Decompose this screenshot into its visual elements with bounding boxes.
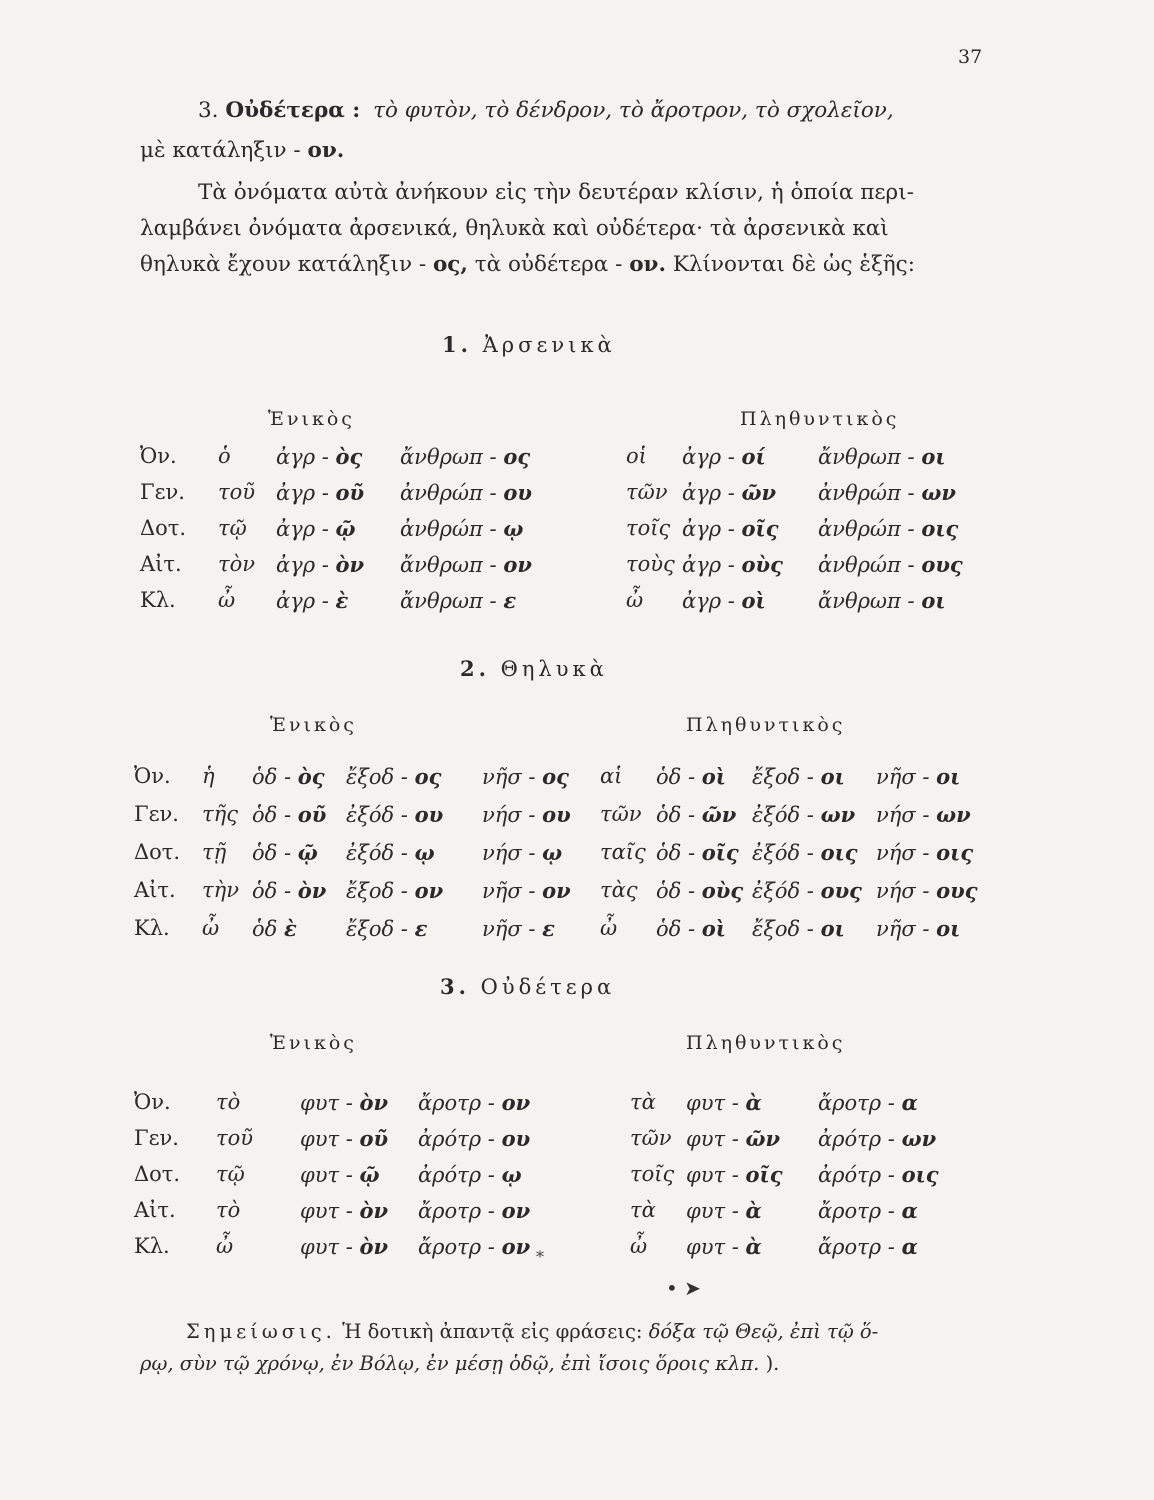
singular-form-1	[276, 444, 362, 469]
paragraph-line-1: Τὰ ὀνόματα αὐτὰ ἀνήκουν εἰς τὴν δευτέραν κλίσιν, ἡ ὁποία περι-	[198, 180, 914, 205]
ending: ους	[921, 552, 963, 577]
ending: οι	[820, 764, 845, 789]
intro-line-1	[198, 98, 894, 123]
ending: οῖς	[701, 840, 739, 865]
singular-form-2	[418, 1234, 530, 1259]
ending: οὶ	[701, 916, 726, 941]
case-label: Αἰτ.	[134, 878, 176, 902]
ending: ε	[414, 916, 428, 941]
intro-ending: ον.	[307, 138, 345, 163]
singular-article: ὦ	[218, 588, 236, 612]
ending: οις	[901, 1162, 939, 1187]
stem: νῆσ -	[482, 879, 536, 903]
plural-form-2	[752, 840, 858, 865]
singular-form-2	[418, 1162, 522, 1187]
plural-article: τοῖς	[630, 1162, 675, 1186]
plural-article: ὦ	[626, 588, 644, 612]
stem: φυτ -	[300, 1091, 353, 1115]
ending: ὰ	[745, 1090, 762, 1115]
ending: ου	[501, 1126, 531, 1151]
case-label: Αἰτ.	[140, 552, 182, 576]
singular-form-1	[300, 1234, 388, 1259]
ending: οι	[936, 764, 961, 789]
singular-form-2	[400, 480, 532, 505]
ending: ὸς	[335, 444, 363, 469]
singular-form-1	[252, 764, 325, 789]
p-text: θηλυκὰ ἔχουν κατάληξιν -	[140, 252, 427, 277]
plural-form-3	[876, 764, 960, 789]
stem: ὁδ -	[656, 803, 696, 827]
ending: α	[901, 1090, 918, 1115]
singular-form-1	[252, 802, 326, 827]
stem: νήσ -	[876, 803, 930, 827]
stem: ἀγρ -	[682, 481, 735, 505]
stem: ἀνθρώπ -	[818, 481, 915, 505]
section-number: 2.	[460, 656, 490, 681]
stem: ἔξοδ -	[752, 917, 814, 941]
stem: ἀνθρώπ -	[818, 517, 915, 541]
intro-num: 3.	[198, 98, 219, 123]
case-label: Ὀν.	[140, 444, 177, 468]
ending: ον	[501, 1090, 531, 1115]
ending: ου	[542, 802, 571, 827]
plural-article: οἱ	[626, 444, 647, 468]
ending: ὸν	[359, 1090, 389, 1115]
section-number: 1.	[442, 332, 472, 357]
section-title: Οὐδέτερα	[480, 975, 616, 999]
stem: ἄροτρ -	[818, 1199, 895, 1223]
plural-article: ὦ	[600, 916, 618, 940]
ending: ου	[503, 480, 532, 505]
ending: οῦ	[335, 480, 365, 505]
singular-form-3	[482, 764, 569, 789]
singular-article: ὁ	[218, 444, 231, 468]
plural-form-1	[656, 802, 736, 827]
stem: νῆσ -	[876, 765, 930, 789]
plural-article: ὦ	[630, 1234, 648, 1258]
ending: ῳ	[501, 1162, 522, 1187]
note-label: Σημείωσις.	[186, 1320, 336, 1343]
stem: ἄνθρωπ -	[400, 445, 497, 469]
singular-form-2	[400, 588, 516, 613]
singular-form-3	[482, 878, 571, 903]
plural-article: τοὺς	[626, 552, 675, 576]
plural-article: ταῖς	[600, 840, 646, 864]
plural-header: Πληθυντικὸς	[740, 408, 900, 430]
stem: ἔξοδ -	[346, 917, 408, 941]
ending: ου	[414, 802, 444, 827]
stem: ἔξοδ -	[752, 765, 814, 789]
stem: ἄνθρωπ -	[818, 445, 915, 469]
ending: ων	[936, 802, 971, 827]
section-title: Θηλυκὰ	[500, 657, 608, 681]
ending: ὸς	[297, 764, 325, 789]
stem: ἄροτρ -	[818, 1091, 895, 1115]
intro-ending-label: μὲ κατάληξιν -	[140, 138, 301, 163]
ending: α	[901, 1234, 918, 1259]
stem: ἀγρ -	[276, 445, 329, 469]
singular-form-2	[418, 1126, 530, 1151]
singular-form-2	[346, 916, 427, 941]
stem: νήσ -	[876, 879, 930, 903]
stem: ἀρότρ -	[418, 1127, 495, 1151]
ending: ῶν	[701, 802, 737, 827]
plural-form-1	[682, 588, 766, 613]
singular-article: τῷ	[216, 1162, 245, 1186]
stem: φυτ -	[300, 1127, 353, 1151]
stem: ὁδ -	[252, 803, 292, 827]
ending: οις	[936, 840, 974, 865]
singular-article: τὸ	[216, 1090, 241, 1114]
stem: ἀνθρώπ -	[400, 481, 497, 505]
ending: ῷ	[359, 1162, 380, 1187]
stem: ἀγρ -	[276, 517, 329, 541]
plural-form-2	[818, 1234, 918, 1259]
ending: ος	[542, 764, 569, 789]
stem: ἔξοδ -	[346, 765, 408, 789]
plural-form-2	[818, 552, 963, 577]
stem: ἄνθρωπ -	[818, 589, 915, 613]
singular-form-3	[482, 802, 571, 827]
stem: ὁδ -	[656, 841, 696, 865]
p-text: τὰ οὐδέτερα -	[474, 252, 623, 277]
plural-form-2	[818, 1162, 939, 1187]
singular-article: τῆς	[202, 802, 238, 826]
ending: οι	[936, 916, 961, 941]
note-text: Ἡ δοτικὴ ἀπαντᾷ εἰς φράσεις:	[342, 1320, 643, 1343]
singular-form-1	[276, 516, 356, 541]
singular-form-1	[252, 840, 318, 865]
case-label: Γεν.	[134, 802, 179, 826]
ending: ὸν	[359, 1198, 389, 1223]
singular-form-1	[276, 552, 364, 577]
stem: ἔξοδ -	[346, 879, 408, 903]
singular-article: ἡ	[202, 764, 215, 788]
stem: φυτ -	[686, 1235, 739, 1259]
singular-form-1	[300, 1162, 380, 1187]
note-line-2	[140, 1352, 779, 1375]
plural-form-1	[686, 1234, 762, 1259]
case-label: Αἰτ.	[134, 1198, 176, 1222]
case-label: Κλ.	[140, 588, 176, 612]
stem: νήσ -	[876, 841, 930, 865]
stem: ὁδ	[252, 917, 278, 941]
plural-form-3	[876, 802, 971, 827]
singular-form-3	[482, 840, 562, 865]
stem: ἄνθρωπ -	[400, 553, 497, 577]
stem: φυτ -	[300, 1235, 353, 1259]
singular-form-2	[400, 516, 523, 541]
stem: ἀρότρ -	[418, 1163, 495, 1187]
singular-article: τὸ	[216, 1198, 241, 1222]
plural-article: τὰ	[630, 1090, 656, 1114]
ending: ε	[542, 916, 555, 941]
ending: ῳ	[542, 840, 563, 865]
stem: φυτ -	[300, 1199, 353, 1223]
stem: νήσ -	[482, 803, 536, 827]
section-1-heading	[442, 332, 616, 357]
stem: ὁδ -	[252, 841, 292, 865]
singular-article: τοῦ	[216, 1126, 254, 1150]
stem: φυτ -	[300, 1163, 353, 1187]
note-examples: ρῳ, σὺν τῷ χρόνῳ, ἐν Βόλῳ, ἐν μέσῃ ὁδῷ, ἐπὶ ἴσοις ὅροις κλπ.	[140, 1352, 760, 1375]
note-line-1	[186, 1320, 878, 1343]
stem: νήσ -	[482, 841, 536, 865]
plural-header: Πληθυντικὸς	[686, 714, 846, 736]
ending: ὸν	[359, 1234, 389, 1259]
ending: ῶν	[745, 1126, 781, 1151]
singular-form-1	[276, 588, 348, 613]
ending: ῳ	[414, 840, 435, 865]
singular-form-1	[252, 916, 297, 941]
singular-form-1	[300, 1090, 388, 1115]
stem: φυτ -	[686, 1091, 739, 1115]
plural-form-2	[752, 764, 845, 789]
singular-article: ὦ	[202, 916, 220, 940]
singular-article: τῷ	[218, 516, 247, 540]
plural-article: τῶν	[630, 1126, 672, 1150]
ending: οῦ	[297, 802, 327, 827]
intro-examples: τὸ φυτὸν, τὸ δένδρον, τὸ ἄροτρον, τὸ σχολεῖον,	[373, 98, 894, 123]
ending: ῳ	[503, 516, 524, 541]
singular-form-1	[252, 878, 326, 903]
stem: ὁδ -	[656, 879, 696, 903]
ink-mark: • ➤	[666, 1276, 701, 1300]
singular-form-1	[276, 480, 364, 505]
ending: οί	[741, 444, 766, 469]
ending: οὶ	[741, 588, 766, 613]
stem: ἀγρ -	[682, 589, 735, 613]
page-number: 37	[958, 46, 983, 68]
stem: ἀγρ -	[276, 589, 329, 613]
case-label: Ὀν.	[134, 1090, 171, 1114]
ending: ὰ	[745, 1198, 762, 1223]
singular-form-1	[300, 1126, 388, 1151]
plural-form-1	[682, 552, 783, 577]
singular-form-2	[400, 444, 530, 469]
plural-form-1	[656, 916, 726, 941]
stem: ἄροτρ -	[418, 1091, 495, 1115]
stem: νῆσ -	[482, 917, 536, 941]
plural-form-2	[818, 1198, 918, 1223]
p-ending: ος,	[432, 252, 468, 277]
paragraph-line-3	[140, 252, 915, 277]
stem: ἄροτρ -	[418, 1235, 495, 1259]
stem: ἀρότρ -	[818, 1163, 895, 1187]
plural-form-1	[656, 840, 739, 865]
stem: ἄροτρ -	[418, 1199, 495, 1223]
p-text: Κλίνονται δὲ ὡς ἑξῆς:	[672, 252, 915, 277]
plural-form-1	[686, 1198, 762, 1223]
ending: οι	[921, 588, 946, 613]
case-label: Ὀν.	[134, 764, 171, 788]
singular-article: τὸν	[218, 552, 256, 576]
stem: ὁδ -	[252, 879, 292, 903]
stem: ἀγρ -	[682, 517, 735, 541]
singular-form-2	[400, 552, 532, 577]
ending: ὰ	[745, 1234, 762, 1259]
stem: ἐξόδ -	[752, 879, 814, 903]
ending: ων	[901, 1126, 937, 1151]
ending: ον	[501, 1198, 531, 1223]
singular-article: τοῦ	[218, 480, 256, 504]
plural-form-2	[818, 1090, 918, 1115]
section-2-heading	[460, 656, 608, 681]
ending: οὶ	[701, 764, 726, 789]
ending: ον	[542, 878, 571, 903]
singular-article: τῇ	[202, 840, 227, 864]
singular-form-2	[346, 840, 435, 865]
ending: οις	[921, 516, 959, 541]
stem: νῆσ -	[876, 917, 930, 941]
singular-form-2	[346, 802, 443, 827]
stem: ἀγρ -	[682, 445, 735, 469]
ending: ε	[503, 588, 517, 613]
ending: οις	[820, 840, 858, 865]
stem: ὁδ -	[656, 917, 696, 941]
plural-form-1	[682, 480, 776, 505]
singular-header: Ἑνικὸς	[270, 1032, 357, 1054]
stem: ἀγρ -	[682, 553, 735, 577]
stem: ἀγρ -	[276, 553, 329, 577]
case-label: Γεν.	[134, 1126, 179, 1150]
stem: ὁδ -	[252, 765, 292, 789]
ending: ὲ	[283, 916, 297, 941]
plural-form-1	[686, 1090, 762, 1115]
plural-article: τοῖς	[626, 516, 671, 540]
paragraph-line-2: λαμβάνει ὀνόματα ἀρσενικά, θηλυκὰ καὶ οὐδέτερα· τὰ ἀρσενικὰ καὶ	[140, 216, 889, 241]
ending: οῖς	[741, 516, 779, 541]
plural-form-1	[682, 444, 766, 469]
stem: φυτ -	[686, 1199, 739, 1223]
stem: ἐξόδ -	[346, 841, 408, 865]
intro-heading: Οὐδέτερα :	[225, 98, 361, 123]
plural-form-2	[818, 588, 946, 613]
stem: ἄνθρωπ -	[400, 589, 497, 613]
plural-form-1	[682, 516, 779, 541]
stem: ἀρότρ -	[818, 1127, 895, 1151]
ink-mark: ⁎	[536, 1242, 544, 1261]
ending: ὲ	[335, 588, 349, 613]
plural-article: τῶν	[626, 480, 668, 504]
plural-form-2	[752, 878, 862, 903]
stem: ὁδ -	[656, 765, 696, 789]
singular-form-1	[300, 1198, 388, 1223]
intro-line-2	[140, 138, 344, 163]
plural-article: τῶν	[600, 802, 642, 826]
plural-header: Πληθυντικὸς	[686, 1032, 846, 1054]
stem: φυτ -	[686, 1163, 739, 1187]
stem: ἐξόδ -	[752, 803, 814, 827]
ending: ος	[414, 764, 442, 789]
ending: οι	[921, 444, 946, 469]
plural-form-2	[752, 916, 845, 941]
plural-form-2	[752, 802, 855, 827]
plural-form-1	[686, 1162, 783, 1187]
singular-article: τὴν	[202, 878, 239, 902]
ending: ους	[820, 878, 862, 903]
ending: ους	[936, 878, 978, 903]
plural-form-1	[656, 878, 743, 903]
section-title: Ἀρσενικὰ	[482, 333, 616, 357]
ending: α	[901, 1198, 918, 1223]
stem: ἀνθρώπ -	[400, 517, 497, 541]
plural-form-1	[656, 764, 726, 789]
case-label: Δοτ.	[140, 516, 187, 540]
stem: ἐξόδ -	[752, 841, 814, 865]
case-label: Κλ.	[134, 916, 170, 940]
ending: ος	[503, 444, 531, 469]
stem: νῆσ -	[482, 765, 536, 789]
plural-form-1	[686, 1126, 780, 1151]
case-label: Δοτ.	[134, 1162, 181, 1186]
ending: οι	[820, 916, 845, 941]
plural-form-2	[818, 516, 958, 541]
ending: οὺς	[741, 552, 783, 577]
singular-article: ὦ	[216, 1234, 234, 1258]
stem: ἄροτρ -	[818, 1235, 895, 1259]
stem: ἐξόδ -	[346, 803, 408, 827]
p-ending: ον.	[629, 252, 666, 277]
ending: ον	[503, 552, 532, 577]
singular-form-2	[346, 764, 441, 789]
ending: ῷ	[297, 840, 318, 865]
ending: ων	[820, 802, 856, 827]
plural-article: τὰ	[630, 1198, 656, 1222]
note-examples: δόξα τῷ Θεῷ, ἐπὶ τῷ ὅ-	[648, 1320, 879, 1343]
case-label: Κλ.	[134, 1234, 170, 1258]
section-number: 3.	[440, 974, 470, 999]
ending: οῖς	[745, 1162, 783, 1187]
ending: ον	[501, 1234, 531, 1259]
plural-form-3	[876, 878, 978, 903]
plural-article: αἱ	[600, 764, 623, 788]
ending: ὸν	[297, 878, 327, 903]
ending: οῦ	[359, 1126, 389, 1151]
ending: ον	[414, 878, 444, 903]
stem: φυτ -	[686, 1127, 739, 1151]
ending: ων	[921, 480, 956, 505]
singular-form-3	[482, 916, 555, 941]
plural-form-3	[876, 840, 973, 865]
ending: ὸν	[335, 552, 365, 577]
singular-form-2	[346, 878, 443, 903]
stem: ἀγρ -	[276, 481, 329, 505]
note-text: ).	[765, 1352, 780, 1375]
stem: ἀνθρώπ -	[818, 553, 915, 577]
plural-form-3	[876, 916, 960, 941]
singular-form-2	[418, 1198, 530, 1223]
singular-header: Ἑνικὸς	[268, 408, 355, 430]
ending: ῷ	[335, 516, 356, 541]
plural-form-2	[818, 1126, 936, 1151]
ending: ῶν	[741, 480, 777, 505]
ending: οὺς	[701, 878, 744, 903]
section-3-heading	[440, 974, 615, 999]
plural-form-2	[818, 444, 946, 469]
case-label: Δοτ.	[134, 840, 181, 864]
plural-form-2	[818, 480, 956, 505]
case-label: Γεν.	[140, 480, 185, 504]
singular-header: Ἑνικὸς	[270, 714, 357, 736]
singular-form-2	[418, 1090, 530, 1115]
plural-article: τὰς	[600, 878, 638, 902]
